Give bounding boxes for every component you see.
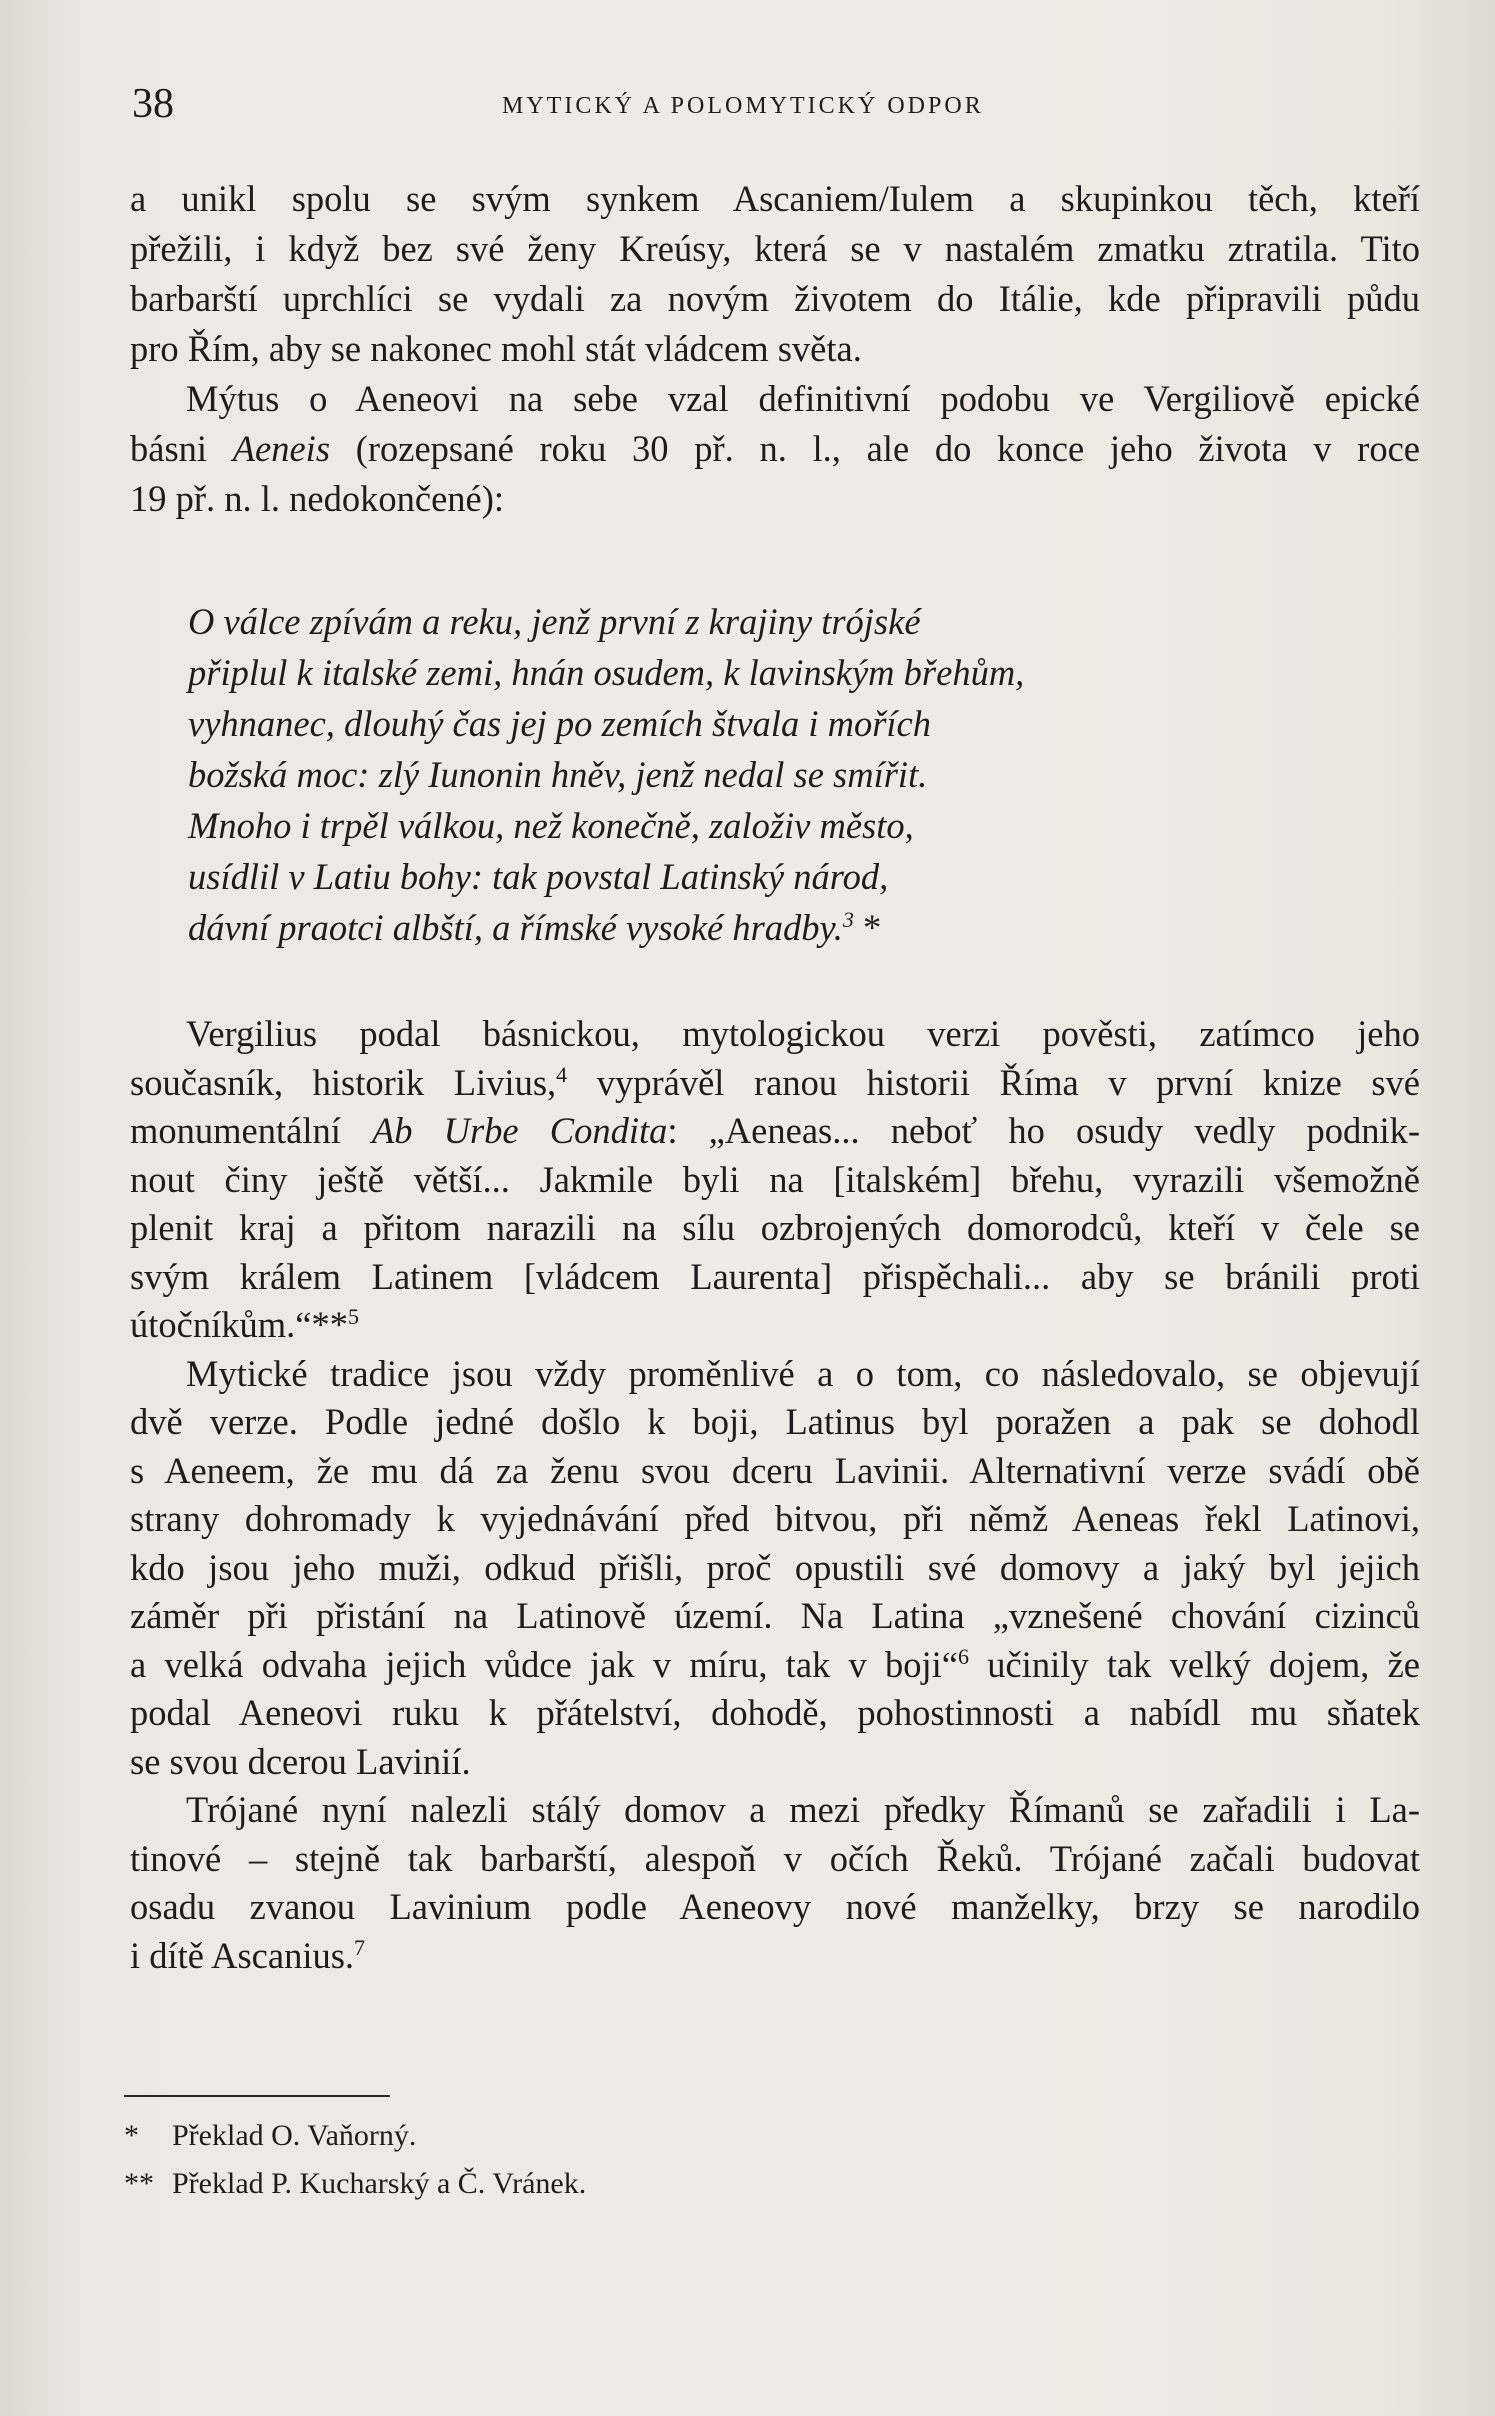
paragraph-5 [130,1786,1420,1980]
poem-line: božská moc: zlý Iunonin hněv, jenž nedal se smířit. [188,754,928,795]
running-head: MYTICKÝ A POLOMYTICKÝ ODPOR [502,93,984,119]
poem-line: Mnoho i trpěl válkou, než konečně, založiv město, [188,805,914,846]
book-title-aeneis: Aeneis [232,428,331,469]
book-title-ab-urbe-condita: Ab Urbe Condita [371,1110,668,1151]
footnote-ref: 5 [347,1303,359,1329]
text-line: strany dohromady k vyjednávání před bitvou, při němž Aeneas řekl Latinovi, [130,1498,1420,1539]
footnote-text: Překlad P. Kucharský a Č. Vránek. [172,2167,587,2200]
footnote-2 [124,2160,586,2208]
text-fragment: útočníkům.“** [130,1304,348,1345]
text-fragment: : „Aeneas... neboť ho osudy vedly podnik- [667,1110,1421,1151]
footnote-1 [124,2112,586,2160]
poem-line: O válce zpívám a reku, jenž první z krajiny trójské [188,601,921,642]
footnote-ref: 7 [354,1934,366,1960]
text-line: Mytické tradice jsou vždy proměnlivé a o tom, co následovalo, se objevují [186,1352,1420,1394]
paragraph-1 [130,174,1420,374]
text-line [130,424,1420,474]
text-line [130,1107,1420,1156]
poem-last-line-text: dávní praotci albští, a římské vysoké hradby. [188,907,843,948]
text-line: Trójané nyní nalezli stálý domov a mezi předky Římanů se zařadili i La- [186,1789,1420,1830]
text-fragment: vyprávěl ranou historii Říma v první knize své [567,1061,1421,1103]
text-line: tinové – stejně tak barbarští, alespoň v očích Řeků. Trójané začali budovat [130,1837,1420,1879]
body-text-bottom [130,1010,1420,1980]
footnote-mark: ** [124,2167,154,2200]
text-line: pro Řím, aby se nakonec mohl stát vládcem světa. [130,328,862,369]
text-fragment: a velká odvaha jejich vůdce jak v míru, tak v boji“ [130,1643,958,1685]
text-line: barbarští uprchlíci se vydali za novým životem do Itálie, kde připravili půdu [130,278,1420,319]
text-line [130,1641,1420,1690]
text-line: s Aeneem, že mu dá za ženu svou dceru Lavinii. Alternativní verze svádí obě [130,1449,1420,1491]
poem-quotation [188,596,1338,953]
text-line: Vergilius podal básnickou, mytologickou verzi pověsti, zatímco jeho [186,1013,1420,1054]
footnote-mark: * [124,2119,139,2152]
text-line: se svou dcerou Lavinií. [130,1740,471,1782]
text-line: záměr při přistání na Latinově území. Na Latina „vznešené chování cizinců [130,1595,1420,1636]
text-fragment: učinily tak velký dojem, že [968,1643,1420,1685]
poem-line: usídlil v Latiu bohy: tak povstal Latinský národ, [188,856,889,897]
text-line: Mýtus o Aeneovi na sebe vzal definitivní podobu ve Vergiliově epické [186,378,1420,419]
paragraph-3 [130,1010,1420,1350]
text-line [130,1932,1420,1981]
footnote-ref: 4 [556,1061,568,1087]
text-line [130,1301,1420,1350]
paragraph-2 [130,374,1420,524]
footnote-ref: 3 [842,906,854,932]
footnote-ref: 6 [957,1643,969,1669]
poem-line: připlul k italské zemi, hnán osudem, k lavinským břehům, [188,652,1025,693]
text-line: plenit kraj a přitom narazili na sílu ozbrojených domorodců, kteří v čele se [130,1207,1420,1248]
text-line: nout činy ještě větší... Jakmile byli na [italském] břehu, vyrazili všemožně [130,1158,1420,1200]
text-line: kdo jsou jeho muži, odkud přišli, proč opustili své domovy a jaký byl jejich [130,1546,1420,1588]
text-line: přežili, i když bez své ženy Kreúsy, která se v nastalém zmatku ztratila. Tito [130,228,1420,269]
asterisk-ref: * [853,907,882,948]
text-fragment: i dítě Ascanius. [130,1934,355,1976]
text-fragment: monumentální [130,1110,372,1151]
paragraph-4 [130,1350,1420,1787]
text-line [130,1059,1420,1108]
text-line: svým králem Latinem [vládcem Laurenta] přispěchali... aby se bránili proti [130,1255,1420,1297]
page-number: 38 [132,81,174,127]
text-fragment: (rozepsané roku 30 př. n. l., ale do konce jeho života v roce [330,428,1420,469]
poem-line [188,902,1338,953]
page-header [132,74,1412,134]
text-line: osadu zvanou Lavinium podle Aeneovy nové manželky, brzy se narodilo [130,1886,1420,1927]
body-text-top [130,174,1420,524]
text-line: dvě verze. Podle jedné došlo k boji, Latinus byl poražen a pak se dohodl [130,1401,1420,1442]
poem-line: vyhnanec, dlouhý čas jej po zemích štvala i mořích [188,703,931,744]
text-line: 19 př. n. l. nedokončené): [130,478,505,519]
footnotes [124,2112,586,2208]
text-fragment: současník, historik Livius, [130,1061,557,1103]
footnote-separator [124,2095,390,2097]
text-line: podal Aeneovi ruku k přátelství, dohodě, pohostinnosti a nabídl mu sňatek [130,1692,1420,1733]
text-line: a unikl spolu se svým synkem Ascaniem/Iulem a skupinkou těch, kteří [130,178,1420,219]
text-fragment: básni [130,428,233,469]
footnote-text: Překlad O. Vaňorný. [172,2119,417,2152]
